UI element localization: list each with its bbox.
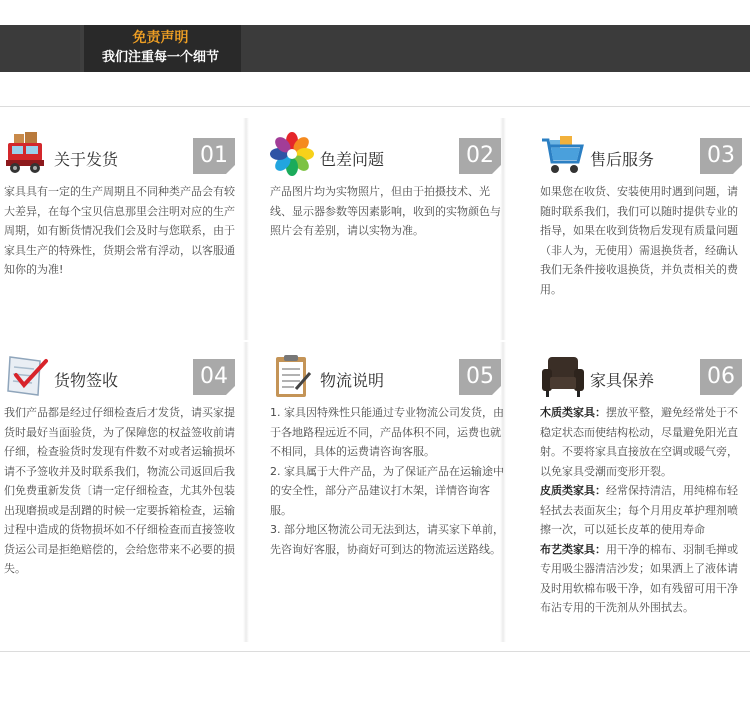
column-divider (243, 342, 249, 642)
card-number-badge: 04 (193, 359, 235, 395)
card-paragraph: 如果您在收货、安装使用时遇到问题，请随时联系我们，我们可以随时提供专业的指导，如果在收到货物后发现有质量问题（非人为，无使用）需退换货者，经确认我们无条件接收退换货，并负责相关的费用。 (540, 185, 738, 296)
card-text (4, 403, 239, 579)
card-paragraph: 家具具有一定的生产周期且不同种类产品会有较大差异，在每个宝贝信息那里会注明对应的生产周期，如有断货情况我们会及时与您联系，由于家具生产的特殊性，货期会常有浮动，以客服通知你的为准! (4, 185, 235, 276)
card-paragraph: 2. 家具属于大件产品，为了保证产品在运输途中的安全性，部分产品建议打木架，详情咨询客服。 (270, 464, 504, 517)
bottom-divider (0, 651, 750, 652)
care-paragraph-fabric (540, 540, 746, 618)
delivery-truck-icon (4, 132, 50, 182)
card-title: 售后服务 (590, 150, 655, 169)
checklist-icon (4, 353, 50, 403)
care-label: 皮质类家具： (540, 484, 606, 497)
card-text (4, 182, 239, 280)
card-paragraph: 1. 家具因特殊性只能通过专业物流公司发货，由于各地路程远近不同，产品体积不同，运费也就不相同，具体的运费请咨询客服。 (270, 406, 504, 458)
disclaimer-subtitle: 我们注重每一个细节 (101, 50, 219, 65)
shopping-cart-icon (540, 132, 586, 182)
card-number-badge: 06 (700, 359, 742, 395)
card-text (540, 403, 746, 618)
card-number-badge: 01 (193, 138, 235, 174)
care-label: 布艺类家具： (540, 542, 606, 556)
care-paragraph-wood (540, 403, 746, 481)
card-title: 色差问题 (320, 150, 385, 169)
card-paragraph: 3. 部分地区物流公司无法到达，请买家下单前，先咨询好客服，协商好可到达的物流运送路线。 (270, 523, 504, 556)
top-divider (0, 106, 750, 107)
clipboard-icon (270, 353, 316, 403)
care-paragraph-leather (540, 481, 746, 540)
care-text: 用干净的棉布、羽制毛掸或专用吸尘器清洁沙发；如果洒上了液体请及时用软棉布吸干净，如有残留可用干净布沾专用的干洗剂从外围拭去。 (540, 542, 738, 614)
card-text (540, 182, 746, 299)
card-after-sales (540, 132, 746, 299)
card-logistics (270, 353, 505, 559)
card-number-badge: 05 (459, 359, 501, 395)
disclaimer-title: 免责声明 (132, 30, 189, 46)
card-shipping (4, 132, 239, 280)
armchair-icon (540, 353, 586, 403)
card-number-badge: 02 (459, 138, 501, 174)
card-paragraph: 产品图片均为实物照片，但由于拍摄技术、光线、显示器参数等因素影响，收到的实物颜色与照片会有差别，请以实物为准。 (270, 185, 501, 237)
care-text: 摆放平整，避免经常处于不稳定状态而使结构松动，尽量避免阳光直射。不要将家具直接放在空调或暖气旁，以免家具受潮而变形开裂。 (540, 406, 738, 478)
card-number-badge: 03 (700, 138, 742, 174)
care-text: 经常保持清洁，用纯棉布轻轻拭去表面灰尘；每个月用皮革护理剂喷擦一次，可以延长皮革的使用寿命 (540, 484, 738, 536)
card-title: 物流说明 (320, 371, 385, 390)
color-wheel-icon (270, 132, 316, 182)
card-paragraph: 我们产品都是经过仔细检查后才发货，请买家提货时最好当面验货，为了保障您的权益签收前请仔细，检查验货时发现有件数不对或者运输损坏请不予签收并及时联系我们，物流公司返回后我们免费重新发货〔请一定仔细检查，尤其外包装出现磨损或是刮蹭的时候一定要拆箱检查，运输过程中造成的货物损坏如不仔细检查而直接签收货运公司是拒绝赔偿的，会给您带来不必要的损失。 (4, 406, 235, 575)
card-title: 货物签收 (54, 371, 119, 390)
card-text (270, 403, 505, 559)
card-text (270, 182, 505, 241)
card-delivery-receipt (4, 353, 239, 579)
card-furniture-care (540, 353, 746, 618)
column-divider (243, 118, 249, 340)
card-color-difference (270, 132, 505, 241)
care-label: 木质类家具： (540, 406, 606, 419)
card-title: 家具保养 (590, 371, 655, 390)
card-title: 关于发货 (54, 150, 119, 169)
